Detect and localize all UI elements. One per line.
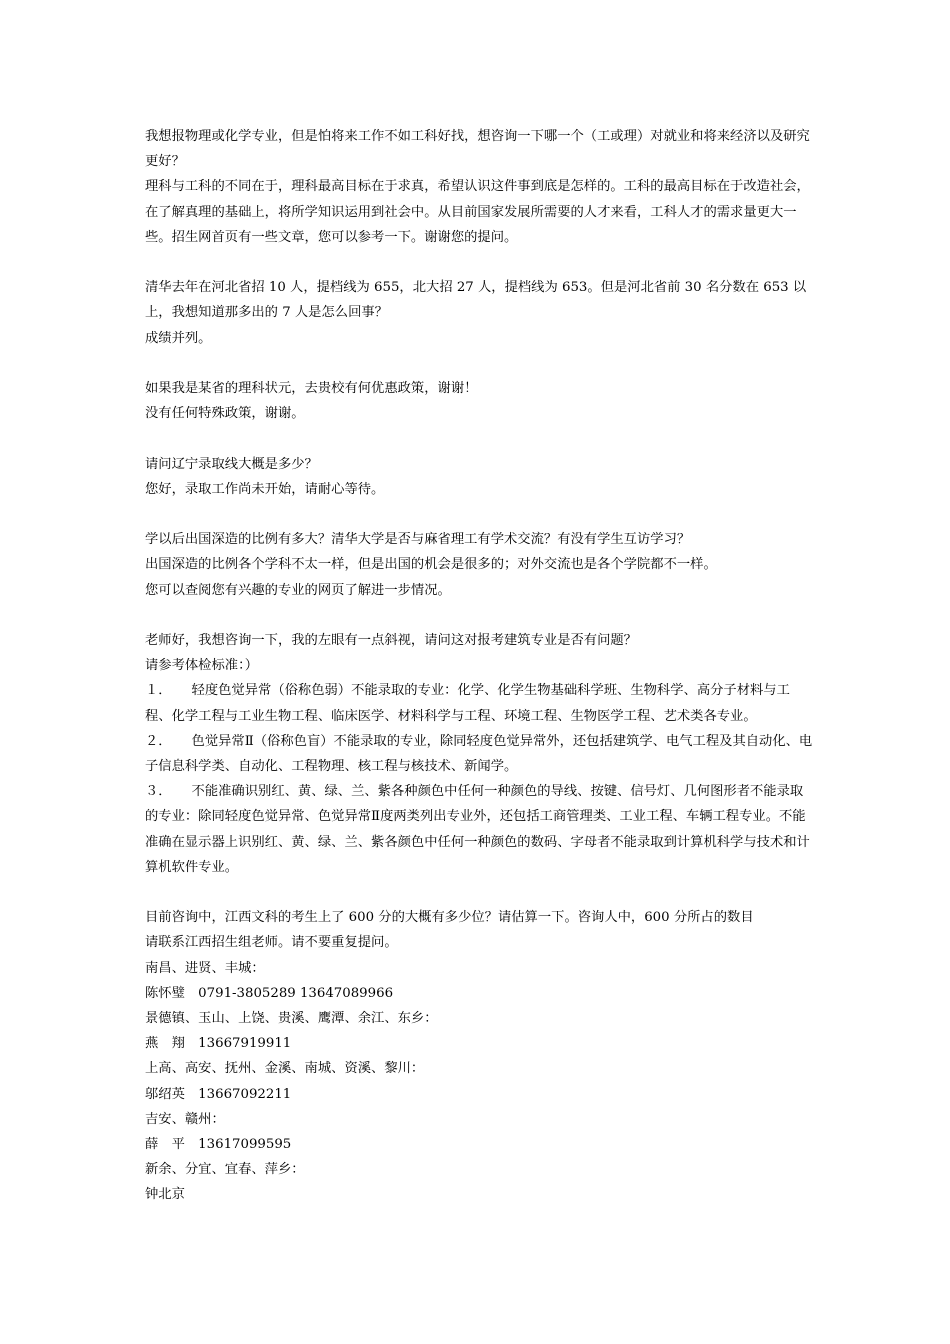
contact-line: 邬绍英 13667092211 — [145, 1086, 292, 1102]
question-text: 如果我是某省的理科状元，去贵校有何优惠政策，谢谢！ — [145, 381, 478, 396]
region-label: 南昌、进贤、丰城： — [145, 960, 265, 976]
answer-text: 您可以查阅您有兴趣的专业的网页了解进一步情况。 — [145, 582, 451, 598]
standard-item-2: ２． 色觉异常Ⅱ（俗称色盲）不能录取的专业，除同轻度色觉异常外，还包括建筑学、电气工程及其自动化、电子信息科学类、自动化、工程物理、核工程与核技术、新闻学。 — [145, 733, 813, 774]
answer-text: 请联系江西招生组老师。请不要重复提问。 — [145, 935, 398, 951]
answer-text: 没有任何特殊政策，谢谢。 — [145, 406, 305, 422]
answer-text: 您好，录取工作尚未开始，请耐心等待。 — [145, 481, 385, 497]
paragraph-gap — [145, 880, 813, 905]
region-label: 上高、高安、抚州、金溪、南城、资溪、黎川： — [145, 1061, 425, 1077]
region-label: 吉安、赣州： — [145, 1111, 225, 1127]
contact-line: 燕 翔 13667919911 — [145, 1036, 292, 1052]
answer-text: 成绩并列。 — [145, 330, 212, 346]
answer-text: 出国深造的比例各个学科不太一样，但是出国的机会是很多的；对外交流也是各个学院都不一样。 — [145, 557, 717, 573]
paragraph-gap — [145, 502, 813, 527]
contact-line: 钟北京 — [145, 1187, 185, 1203]
question-text: 请问辽宁录取线大概是多少？ — [145, 456, 318, 472]
region-label: 新余、分宜、宜春、萍乡： — [145, 1162, 305, 1178]
contact-line: 薛 平 13617099595 — [145, 1137, 292, 1153]
standard-item-3: ３． 不能准确识别红、黄、绿、兰、紫各种颜色中任何一种颜色的导线、按键、信号灯、几何图形者不能录取的专业：除同轻度色觉异常、色觉异常Ⅱ度两类列出专业外，还包括工商管理类、工业工程、车辆工程专业。不能准确在显示器上识别红、黄、绿、兰、紫各颜色中任何一种颜色的数码、字母者不能录取到计算机科学与技术和计算机软件专业。 — [145, 784, 810, 875]
question-text: 我想报物理或化学专业，但是怕将来工作不如工科好找，想咨询一下哪一个（工或理）对就业和将来经济以及研究更好？ — [145, 129, 810, 170]
paragraph-gap — [145, 603, 813, 628]
answer-text: 请参考体检标准：） — [145, 658, 259, 674]
region-label: 景德镇、玉山、上饶、贵溪、鹰潭、余江、东乡： — [145, 1011, 438, 1027]
contact-line: 陈怀璧 0791-3805289 13647089966 — [145, 985, 394, 1001]
answer-text: 理科与工科的不同在于，理科最高目标在于求真，希望认识这件事到底是怎样的。工科的最高目标在于改造社会，在了解真理的基础上，将所学知识运用到社会中。从目前国家发展所需要的人才来看，工科人才的需求量更大一些。招生网首页有一些文章，您可以参考一下。谢谢您的提问。 — [145, 179, 810, 245]
standard-item-1: １． 轻度色觉异常（俗称色弱）不能录取的专业：化学、化学生物基础科学班、生物科学、高分子材料与工程、化学工程与工业生物工程、临床医学、材料科学与工程、环境工程、生物医学工程、艺术类各专业。 — [145, 683, 790, 724]
paragraph-gap — [145, 351, 813, 376]
question-text: 清华去年在河北省招 10 人，提档线为 655，北大招 27 人，提档线为 653。但是河北省前 30 名分数在 653 以上，我想知道那多出的 7 人是怎么回事？ — [145, 280, 807, 321]
question-text: 目前咨询中，江西文科的考生上了 600 分的大概有多少位？请估算一下。咨询人中，600 分所占的数目 — [145, 910, 754, 926]
question-text: 学以后出国深造的比例有多大？清华大学是否与麻省理工有学术交流？有没有学生互访学习？ — [145, 532, 691, 548]
question-text: 老师好，我想咨询一下，我的左眼有一点斜视，请问这对报考建筑专业是否有问题？ — [145, 632, 637, 648]
paragraph-gap — [145, 250, 813, 275]
document-body — [145, 124, 813, 1208]
paragraph-gap — [145, 426, 813, 451]
